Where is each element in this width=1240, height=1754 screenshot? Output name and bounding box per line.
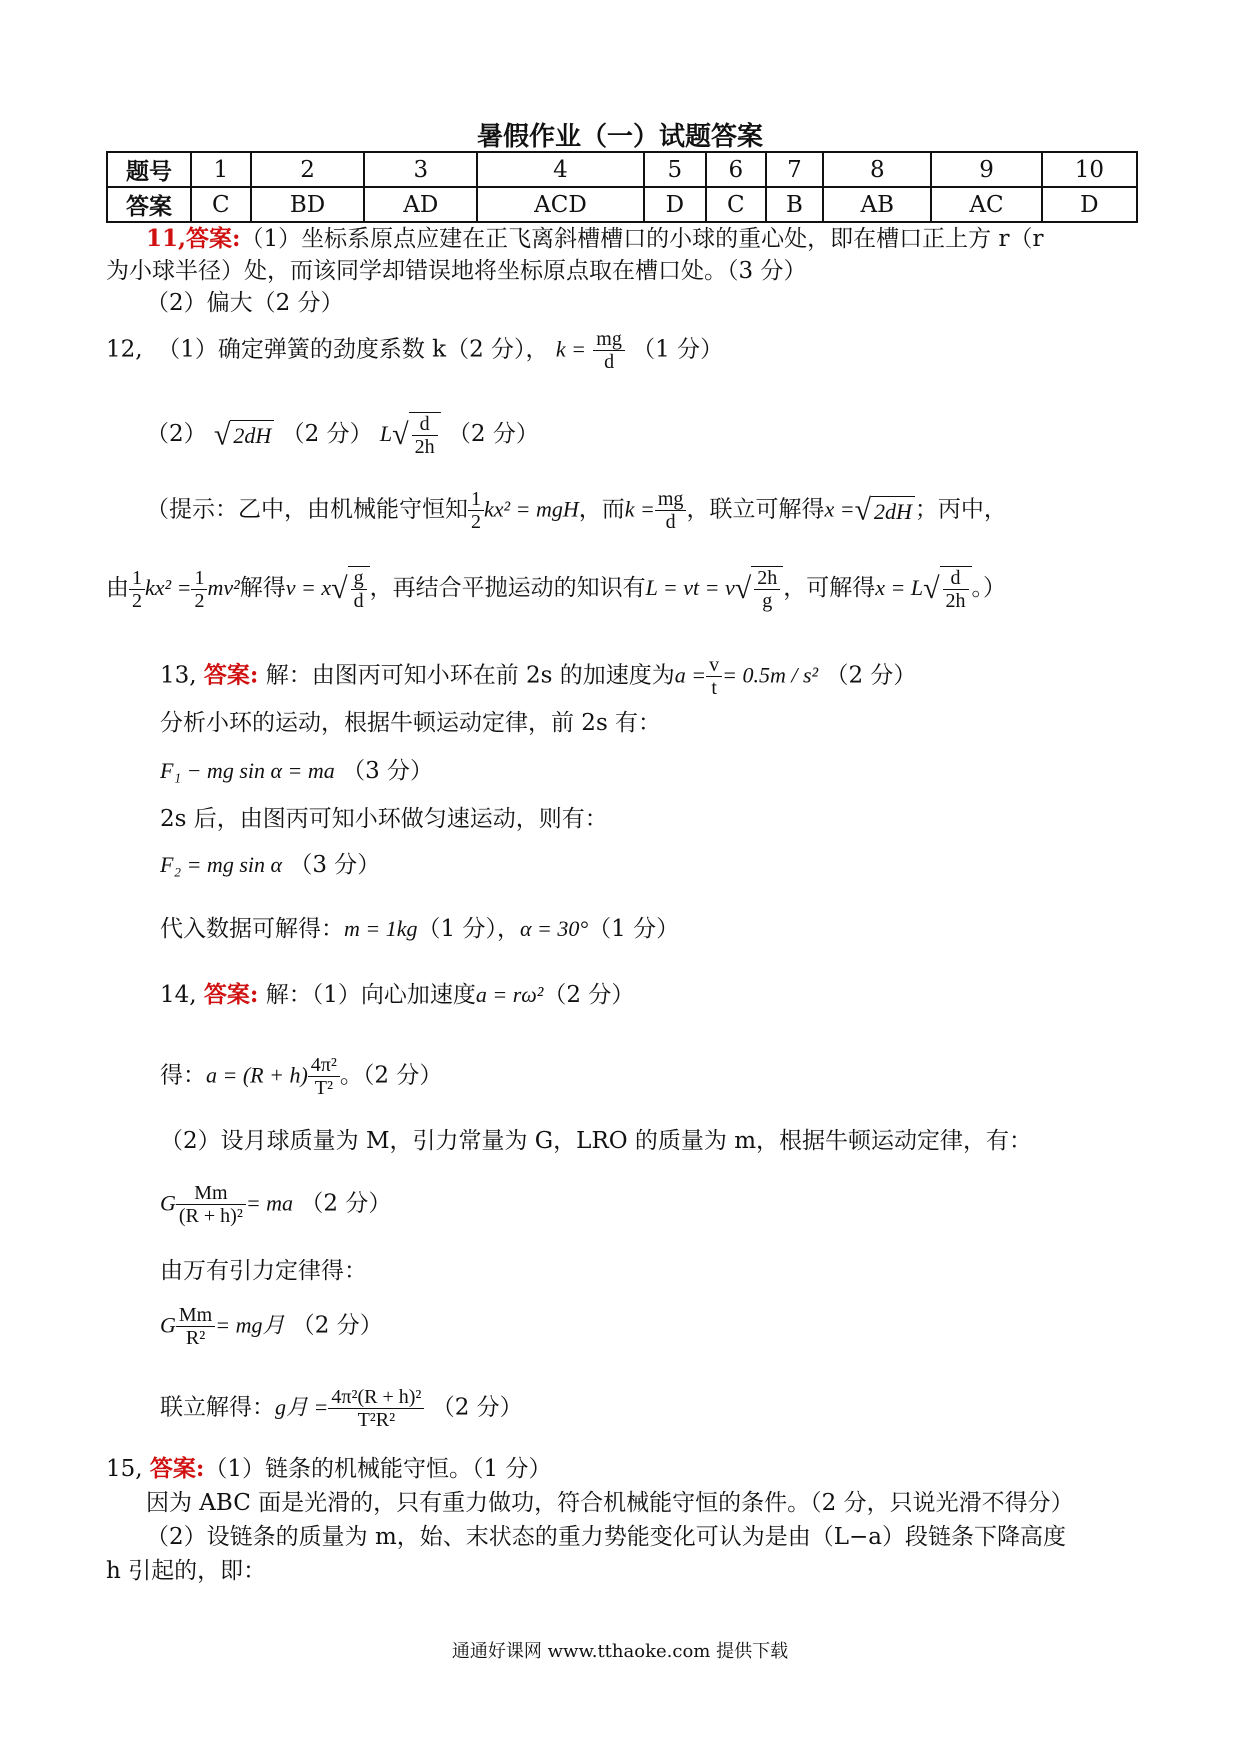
q12-score: （1 分） (632, 336, 724, 363)
q12-text: （1）确定弹簧的劲度系数 k（2 分）， (157, 336, 549, 363)
q14-line4: G $\frac{Mm}{\text{(R + h)²}}$ = ma （2 分） (160, 1182, 392, 1227)
table-cell: AB (823, 187, 931, 222)
table-cell: B (766, 187, 824, 222)
q13-number: 13, (160, 662, 197, 689)
table-cell: 题号 (107, 152, 191, 187)
q11-line2: 为小球半径）处，而该同学却错误地将坐标原点取在槽口处。（3 分） (106, 258, 807, 284)
table-cell: D (1042, 187, 1137, 222)
table-cell: 8 (823, 152, 931, 187)
q13-line2: 分析小环的运动，根据牛顿运动定律，前 2s 有： (160, 710, 662, 736)
q12-number: 12, (106, 336, 143, 363)
table-row (107, 152, 1137, 187)
q14-line2: 得：a = (R + h) $\frac{\text{4π²}}{\text{T²}}$ 。（2 分） (160, 1054, 443, 1099)
sqrt-expression: √ $\frac{d}{2h}$ (923, 566, 971, 612)
fraction: $\frac{Mm}{\text{R²}}$ (176, 1304, 215, 1349)
table-cell: 9 (931, 152, 1041, 187)
table-cell: ACD (477, 187, 643, 222)
q13-answer-label: 答案: (203, 661, 259, 689)
footer-text: 通通好课网 www.tthaoke.com 提供下载 (451, 1641, 789, 1662)
q15-line3: （2）设链条的质量为 m，始、末状态的重力势能变化可认为是由（L−a）段链条下降高度 (146, 1524, 1067, 1550)
q11-number: 11, (146, 225, 187, 252)
table-cell: AD (364, 187, 477, 222)
table-cell: 7 (766, 152, 824, 187)
fraction: $\frac{1}{2}$ (129, 567, 145, 612)
table-cell: C (191, 187, 251, 222)
q15-line4: h 引起的，即： (106, 1558, 267, 1584)
q14-answer-label: 答案: (203, 981, 259, 1008)
q11-line3: （2）偏大（2 分） (146, 290, 344, 316)
q12-hint-line2: 由 $\frac{1}{2}$ kx² = $\frac{1}{2}$ mv²解得v = x√ $\frac{g}{d}$ ，再结合平抛运动的知识有L = vt = v√ $\frac{2h}{g}$ ，可解得x = L√ $\frac{d}{2h}$ 。） (106, 566, 1007, 612)
fraction: $\frac{\text{4π²(R + h)²}}{\text{T²R²}}$ (328, 1386, 424, 1431)
sqrt-expression: √ 2dH (855, 494, 915, 526)
q11-line1 (146, 224, 1043, 254)
fraction: $\frac{1}{2}$ (468, 488, 484, 533)
fraction: $\frac{v}{t}$ (706, 654, 722, 699)
q14-line7: 联立解得：g月 = $\frac{\text{4π²(R + h)²}}{\text{T²R²}}$ （2 分） (160, 1386, 523, 1431)
q12-formula: k = (555, 336, 586, 362)
sqrt-expression: √ $\frac{g}{d}$ (331, 566, 369, 612)
q15-answer-label: 答案: (149, 1455, 205, 1482)
answer-table (106, 151, 1138, 223)
q11-text: （1）坐标系原点应建在正飞离斜槽槽口的小球的重心处，即在槽口正上方 r（r (240, 226, 1044, 252)
q14-line6: G $\frac{Mm}{\text{R²}}$ = mg月 （2 分） (160, 1304, 383, 1349)
q13-line5: F₂ = mg sin α （3 分） (160, 852, 381, 878)
page-title: 暑假作业（一）试题答案 (476, 122, 763, 152)
sqrt-expression: √ $\frac{d}{2h}$ (392, 412, 440, 458)
table-cell: 2 (251, 152, 365, 187)
q15-number: 15, (106, 1456, 143, 1482)
q15-line1: 15, 答案:（1）链条的机械能守恒。（1 分） (106, 1455, 552, 1482)
table-cell: BD (251, 187, 365, 222)
q13-line4: 2s 后，由图丙可知小环做匀速运动，则有： (160, 806, 608, 832)
fraction: $\frac{mg}{d}$ (655, 488, 687, 533)
sqrt-expression: √ 2dH (214, 419, 274, 451)
q12-fraction: $\frac{mg}{d}$ (593, 328, 625, 373)
table-cell: 1 (191, 152, 251, 187)
q14-line1: 14, 答案: 解：（1）向心加速度a = rω²（2 分） (160, 981, 635, 1008)
table-row (107, 187, 1137, 222)
q12-line2: （2） √ 2dH （2 分） L√ $\frac{d}{2h}$ （2 分） (146, 413, 539, 458)
table-cell: C (706, 187, 766, 222)
q13-line1: 13, 答案: 解：由图丙可知小环在前 2s 的加速度为a = $\frac{v}{t}$ = 0.5m / s² （2 分） (160, 654, 917, 699)
table-cell: 10 (1042, 152, 1137, 187)
q12-line1 (106, 328, 723, 373)
table-cell: 4 (477, 152, 643, 187)
q11-answer-label: 答案: (186, 225, 241, 252)
q14-line3: （2）设月球质量为 M，引力常量为 G，LRO 的质量为 m，根据牛顿运动定律，有： (160, 1128, 1033, 1154)
fraction: $\frac{1}{2}$ (191, 567, 207, 612)
table-cell: 5 (644, 152, 706, 187)
table-cell: 3 (364, 152, 477, 187)
table-cell: 6 (706, 152, 766, 187)
fraction: $\frac{\text{4π²}}{\text{T²}}$ (308, 1054, 340, 1099)
q12-hint-line1: （提示：乙中，由机械能守恒知 $\frac{1}{2}$ kx² = mgH，而k = $\frac{mg}{d}$ ，联立可解得x =√ 2dH ；丙中， (146, 488, 1007, 533)
q15-line2: 因为 ABC 面是光滑的，只有重力做功，符合机械能守恒的条件。（2 分，只说光滑不得分） (146, 1490, 1074, 1516)
table-cell: AC (931, 187, 1041, 222)
table-cell: 答案 (107, 187, 191, 222)
fraction: $\frac{Mm}{\text{(R + h)²}}$ (176, 1182, 246, 1227)
q13-line3: F₁ − mg sin α = ma （3 分） (160, 758, 434, 784)
q14-number: 14, (160, 982, 197, 1008)
sqrt-expression: √ $\frac{2h}{g}$ (735, 566, 783, 612)
table-cell: D (644, 187, 706, 222)
q13-line6: 代入数据可解得：m = 1kg（1 分），α = 30°（1 分） (160, 916, 680, 942)
q14-line5: 由万有引力定律得： (160, 1258, 367, 1284)
